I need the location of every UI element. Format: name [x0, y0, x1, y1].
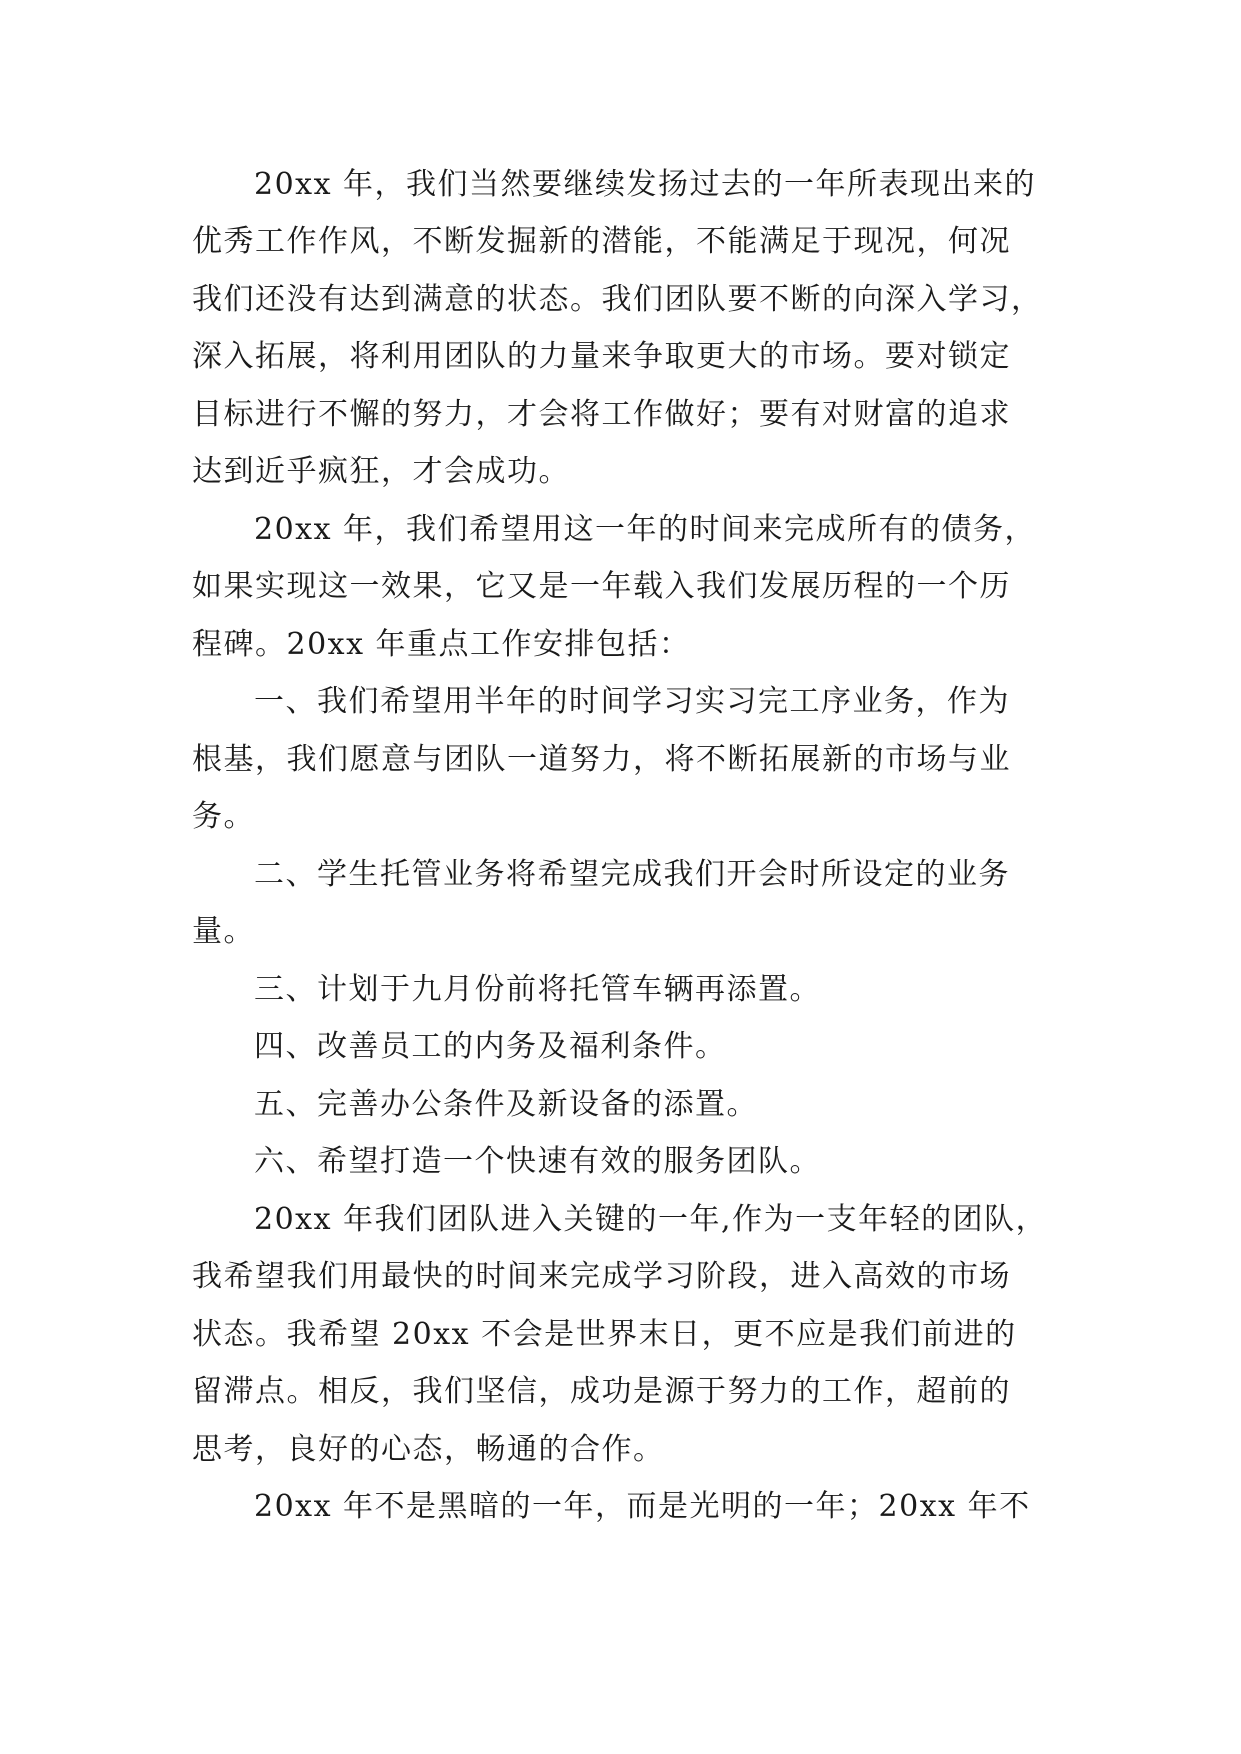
text-line: 留滞点。相反，我们坚信，成功是源于努力的工作，超前的 [192, 1374, 1011, 1409]
text-line: 达到近乎疯狂，才会成功。 [192, 454, 570, 489]
text-line: 二、学生托管业务将希望完成我们开会时所设定的业务 [254, 857, 1010, 892]
text-line: 六、希望打造一个快速有效的服务团队。 [254, 1144, 821, 1179]
text-line: 20xx 年，我们当然要继续发扬过去的一年所表现出来的 [254, 167, 1037, 202]
text-line: 四、改善员工的内务及福利条件。 [254, 1029, 727, 1064]
text-line: 20xx 年我们团队进入关键的一年,作为一支年轻的团队， [254, 1202, 1048, 1237]
text-line: 务。 [192, 799, 255, 834]
text-line: 我希望我们用最快的时间来完成学习阶段，进入高效的市场 [192, 1259, 1011, 1294]
text-line: 状态。我希望 20xx 不会是世界末日，更不应是我们前进的 [192, 1317, 1017, 1352]
text-line: 五、完善办公条件及新设备的添置。 [254, 1087, 758, 1122]
text-line: 思考，良好的心态，畅通的合作。 [192, 1432, 665, 1467]
text-line: 目标进行不懈的努力，才会将工作做好；要有对财富的追求 [192, 397, 1011, 432]
text-line: 一、我们希望用半年的时间学习实习完工序业务，作为 [254, 684, 1010, 719]
text-line: 根基，我们愿意与团队一道努力，将不断拓展新的市场与业 [192, 742, 1011, 777]
text-line: 三、计划于九月份前将托管车辆再添置。 [254, 972, 821, 1007]
text-line: 深入拓展，将利用团队的力量来争取更大的市场。要对锁定 [192, 339, 1011, 374]
text-line: 量。 [192, 914, 255, 949]
text-line: 20xx 年，我们希望用这一年的时间来完成所有的债务， [254, 512, 1037, 547]
text-line: 如果实现这一效果，它又是一年载入我们发展历程的一个历 [192, 569, 1011, 604]
text-line: 20xx 年不是黑暗的一年，而是光明的一年；20xx 年不 [254, 1489, 1031, 1524]
text-line: 程碑。20xx 年重点工作安排包括： [192, 627, 691, 662]
text-line: 优秀工作作风，不断发掘新的潜能，不能满足于现况，何况 [192, 224, 1011, 259]
text-line: 我们还没有达到满意的状态。我们团队要不断的向深入学习， [192, 282, 1043, 317]
